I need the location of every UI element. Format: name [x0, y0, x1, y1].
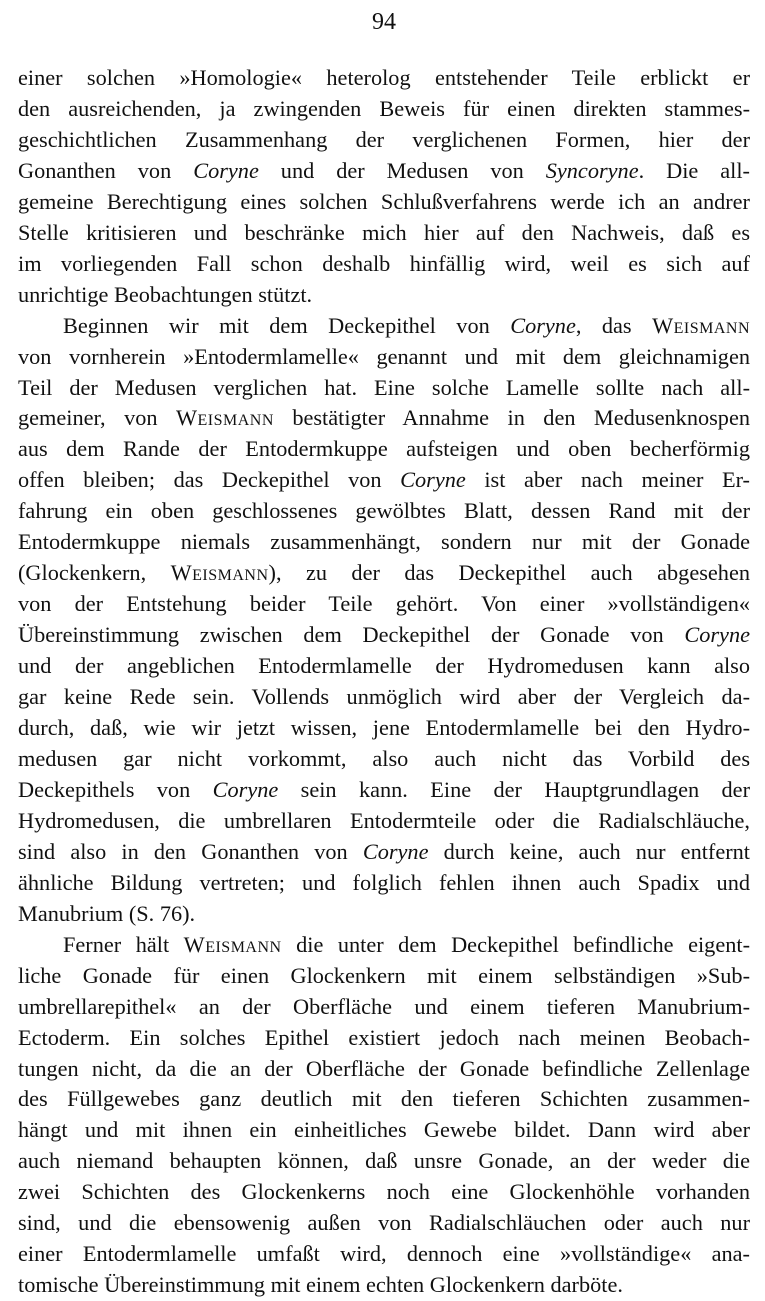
text-line [18, 373, 750, 404]
text-run: von vornherein »Entodermlamelle« genannt und mit dem gleichnamigen [18, 343, 750, 369]
text-line [18, 434, 750, 465]
text-line [18, 527, 750, 558]
text-run: Entodermkuppe niemals zusammenhängt, sondern nur mit der Gonade [18, 529, 750, 555]
text-run: Stelle kritisieren und beschränke mich hier auf den Nachweis, daß es [18, 219, 750, 245]
text-run: Hydromedusen, die umbrellaren Entodermteile oder die Radialschläuche, [18, 807, 750, 833]
text-run: sein kann. Eine der Hauptgrundlagen der [278, 776, 750, 802]
italic-term: Coryne [212, 776, 279, 802]
text-run: medusen gar nicht vorkommt, also auch nicht das Vorbild des [18, 745, 750, 771]
text-run: Beginnen wir mit dem Deckepithel von [63, 312, 511, 338]
paragraph [18, 311, 750, 930]
text-run: geschichtlichen Zusammenhang der verglichenen Formen, hier der [18, 126, 750, 152]
text-run: und der Medusen von [258, 157, 546, 183]
text-run: Teil der Medusen verglichen hat. Eine solche Lamelle sollte nach all- [18, 374, 750, 400]
text-line [18, 156, 750, 187]
text-run: sind, und die ebensowenig außen von Radialschläuchen oder auch nur [18, 1210, 750, 1236]
text-line [18, 1115, 750, 1146]
text-line [18, 311, 750, 342]
text-run: liche Gonade für einen Glockenkern mit einem selbständigen »Sub- [18, 962, 750, 988]
page-number: 94 [372, 9, 396, 35]
text-run: ), zu der das Deckepithel auch abgesehen [268, 560, 750, 586]
text-line [18, 403, 750, 434]
text-run: gemeiner, von [18, 405, 176, 431]
text-run: durch keine, auch nur entfernt [428, 838, 750, 864]
text-run: (Glockenkern, [18, 560, 171, 586]
author-name: Weismann [652, 312, 750, 338]
text-run: Manubrium (S. 76). [18, 900, 196, 926]
text-run: unrichtige Beobachtungen stützt. [18, 281, 313, 307]
text-line [18, 1177, 750, 1208]
text-run: fahrung ein oben geschlossenes gewölbtes Blatt, dessen Rand mit der [18, 498, 750, 524]
text-run: Deckepithels von [18, 776, 213, 802]
text-run: ist aber nach meiner Er- [465, 467, 750, 493]
text-run: im vorliegenden Fall schon deshalb hinfällig wird, weil es sich auf [18, 250, 750, 276]
text-run: sind also in den Gonanthen von [18, 838, 363, 864]
text-run: bestätigter Annahme in den Medusenknospen [273, 405, 750, 431]
text-line [18, 992, 750, 1023]
author-name: Weismann [183, 931, 282, 957]
text-run: Ferner hält [63, 931, 184, 957]
text-run: von der Entstehung beider Teile gehört. Von einer »vollständigen« [18, 591, 750, 617]
text-line [18, 837, 750, 868]
text-line [18, 342, 750, 373]
text-line [18, 187, 750, 218]
page-body [18, 63, 750, 1301]
text-run: tomische Übereinstimmung mit einem echten Glockenkern darböte. [18, 1272, 623, 1298]
italic-term: Coryne [400, 467, 466, 493]
text-line [18, 1208, 750, 1239]
book-page [18, 0, 750, 1300]
text-run: die unter dem Deckepithel befindliche eigent- [281, 931, 750, 957]
italic-term: Coryne [510, 312, 576, 338]
text-run: gar keine Rede sein. Vollends unmöglich wird aber der Vergleich da- [18, 684, 750, 710]
text-line [18, 961, 750, 992]
text-line [18, 868, 750, 899]
text-run: auch niemand behaupten können, daß unsre Gonade, an der weder die [18, 1148, 750, 1174]
paragraph [18, 930, 750, 1301]
text-run: zwei Schichten des Glockenkerns noch eine Glockenhöhle vorhanden [18, 1179, 750, 1205]
text-line [18, 63, 750, 94]
text-line [18, 1146, 750, 1177]
author-name: Weismann [170, 560, 269, 586]
text-run: Übereinstimmung zwischen dem Deckepithel der Gonade von [18, 622, 685, 648]
text-run: einer solchen »Homologie« heterolog entstehender Teile erblickt er [18, 65, 750, 90]
text-run: hängt und mit ihnen ein einheitliches Gewebe bildet. Dann wird aber [18, 1117, 750, 1143]
text-run: , das [575, 312, 653, 338]
author-name: Weismann [175, 405, 274, 431]
text-run: umbrellarepithel« an der Oberfläche und einem tieferen Manubrium- [18, 993, 750, 1019]
italic-term: Coryne [362, 838, 429, 864]
text-run: offen bleiben; das Deckepithel von [18, 467, 401, 493]
text-run: des Füllgewebes ganz deutlich mit den tieferen Schichten zusammen- [18, 1086, 750, 1112]
text-run: tungen nicht, da die an der Oberfläche der Gonade befindliche Zellenlage [18, 1055, 750, 1081]
text-run: durch, daß, wie wir jetzt wissen, jene Entodermlamelle bei den Hydro- [18, 715, 750, 741]
text-line [18, 806, 750, 837]
text-line [18, 930, 750, 961]
paragraph [18, 63, 750, 311]
text-line [18, 280, 750, 311]
text-line [18, 125, 750, 156]
text-line [18, 465, 750, 496]
text-line [18, 775, 750, 806]
text-run: ähnliche Bildung vertreten; und folglich fehlen ihnen auch Spadix und [18, 869, 750, 895]
text-line [18, 496, 750, 527]
text-line [18, 1270, 750, 1301]
italic-term: Coryne [193, 157, 259, 183]
italic-term: Coryne [684, 622, 750, 648]
italic-term: Syncoryne [545, 157, 639, 183]
text-line [18, 1084, 750, 1115]
text-line [18, 589, 750, 620]
text-line [18, 249, 750, 280]
text-line [18, 682, 750, 713]
text-run: einer Entodermlamelle umfaßt wird, dennoch eine »vollständige« ana- [18, 1241, 750, 1267]
text-run: aus dem Rande der Entodermkuppe aufsteigen und oben becherförmig [18, 436, 750, 462]
text-line [18, 1239, 750, 1270]
text-line [18, 558, 750, 589]
text-run: den ausreichenden, ja zwingenden Beweis für einen direkten stammes- [18, 95, 750, 121]
text-run: und der angeblichen Entodermlamelle der Hydromedusen kann also [18, 653, 750, 679]
text-line [18, 218, 750, 249]
text-line [18, 1023, 750, 1054]
text-line [18, 744, 750, 775]
text-line [18, 899, 750, 930]
text-run: gemeine Berechtigung eines solchen Schlußverfahrens werde ich an andrer [18, 188, 750, 214]
text-run: . Die all- [638, 157, 750, 183]
text-line [18, 1054, 750, 1085]
text-run: Ectoderm. Ein solches Epithel existiert jedoch nach meinen Beobach- [18, 1024, 750, 1050]
text-line [18, 94, 750, 125]
text-line [18, 713, 750, 744]
text-run: Gonanthen von [18, 157, 194, 183]
text-line [18, 651, 750, 682]
text-line [18, 620, 750, 651]
